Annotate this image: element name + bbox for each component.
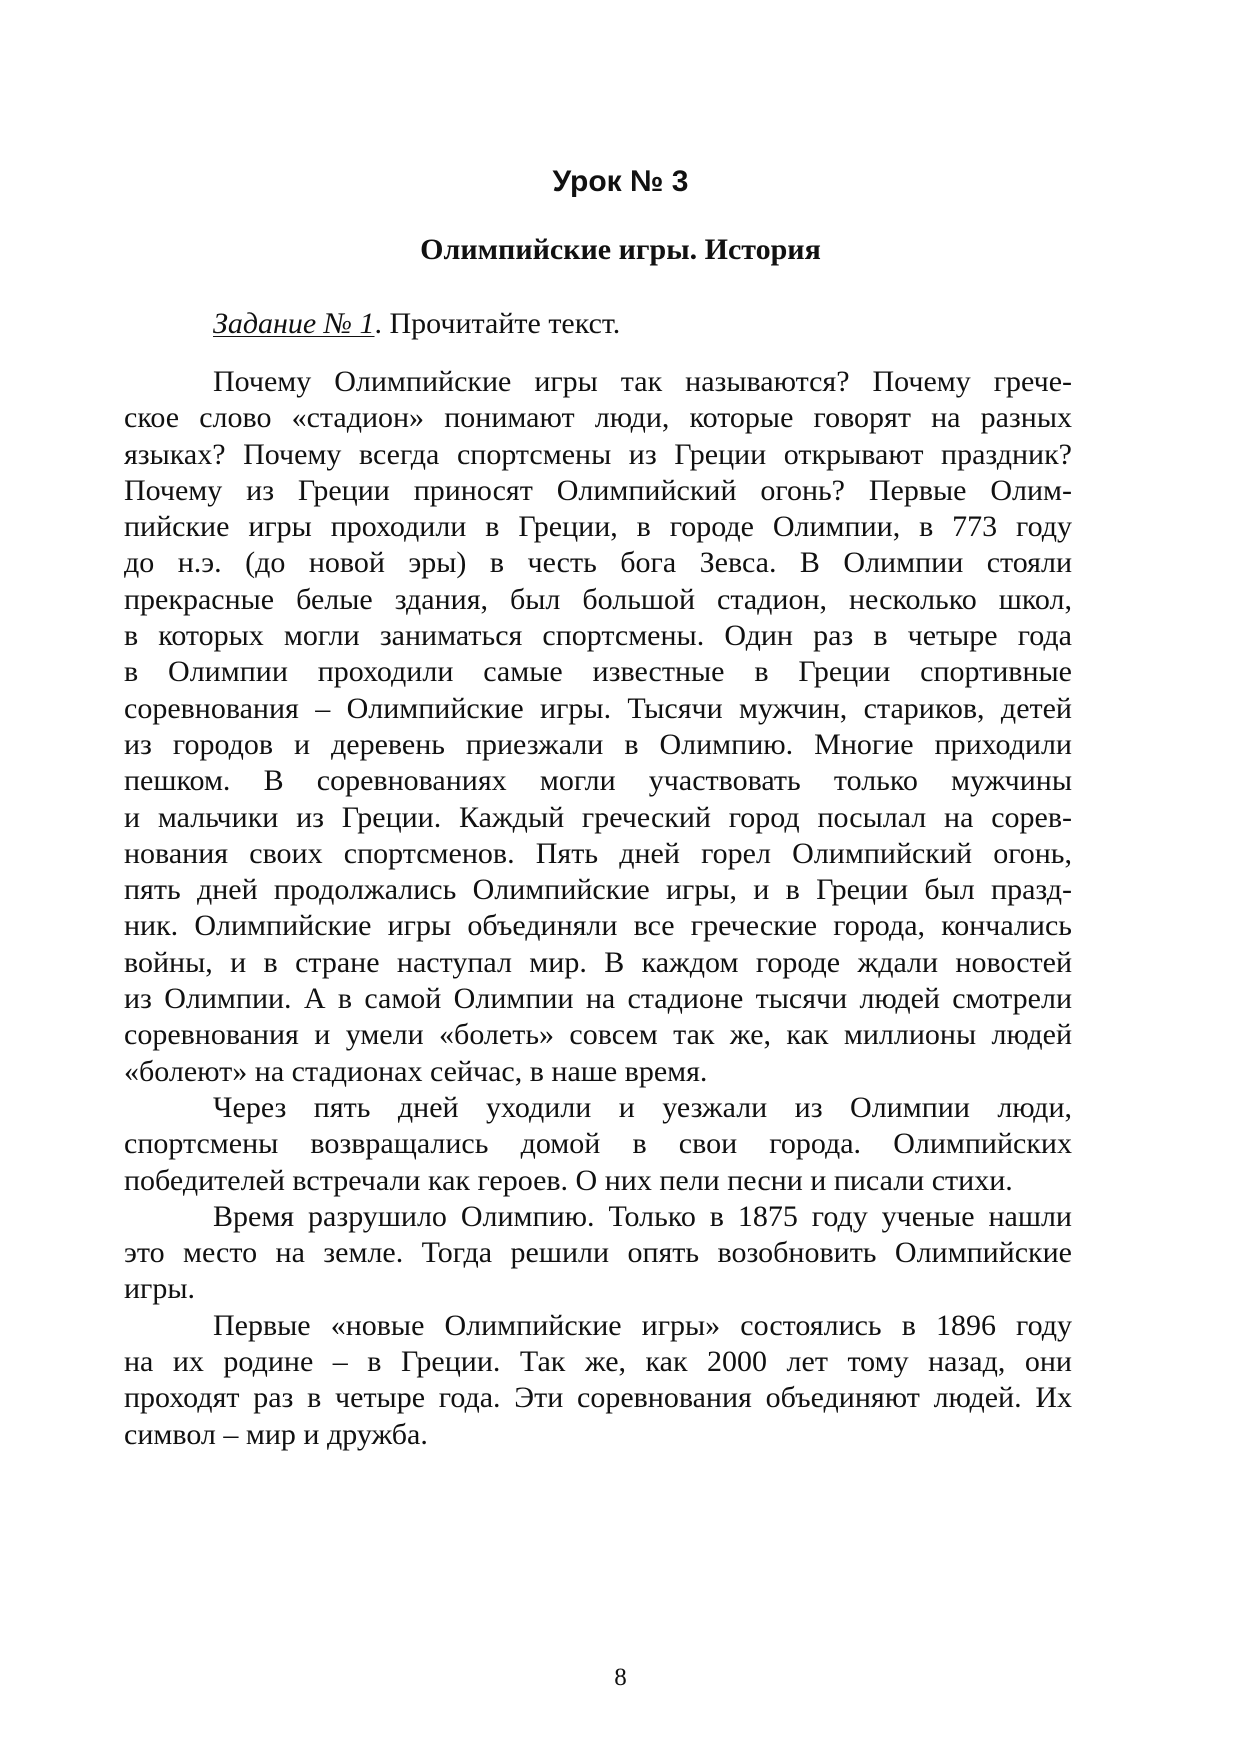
paragraph-3 — [124, 1199, 1072, 1308]
text-line: из городов и деревень приезжали в Олимпию. Многие приходили — [124, 727, 1072, 761]
text-line: Через пять дней уходили и уезжали из Олимпии люди, — [213, 1090, 1072, 1124]
paragraph-4 — [124, 1308, 1072, 1453]
text-line: прекрасные белые здания, был большой стадион, несколько школ, — [124, 582, 1072, 616]
text-line: до н.э. (до новой эры) в честь бога Зевса. В Олимпии стояли — [124, 546, 1072, 580]
text-line: игры. — [124, 1272, 196, 1306]
text-line: и мальчики из Греции. Каждый греческий город посылал на сорев- — [124, 800, 1072, 834]
task-label: Задание № 1 — [213, 307, 375, 340]
text-line: языках? Почему всегда спортсмены из Греции открывают праздник? — [124, 437, 1072, 471]
text-line: победителей встречали как героев. О них пели песни и писали стихи. — [124, 1163, 1013, 1197]
paragraph-2 — [124, 1090, 1072, 1199]
text-line: Первые «новые Олимпийские игры» состоялись в 1896 году — [213, 1308, 1072, 1342]
task-text: . Прочитайте текст. — [374, 307, 621, 340]
text-line: Почему из Греции приносят Олимпийский огонь? Первые Олим- — [124, 473, 1072, 507]
lesson-title: Урок № 3 — [552, 165, 689, 198]
task-instruction — [213, 304, 620, 344]
page-number: 8 — [614, 1664, 627, 1691]
text-line: символ – мир и дружба. — [124, 1417, 428, 1451]
text-line: ник. Олимпийские игры объединяли все греческие города, кончались — [124, 909, 1072, 943]
text-line: нования своих спортсменов. Пять дней горел Олимпийский огонь, — [124, 836, 1072, 870]
text-line: это место на земле. Тогда решили опять возобновить Олимпийские — [124, 1236, 1072, 1270]
topic-title: Олимпийские игры. История — [420, 233, 821, 266]
text-line: соревнования и умели «болеть» совсем так же, как миллионы людей — [124, 1018, 1072, 1052]
text-line: Время разрушило Олимпию. Только в 1875 году ученые нашли — [213, 1199, 1072, 1233]
text-line: пийские игры проходили в Греции, в городе Олимпии, в 773 году — [124, 510, 1072, 544]
text-line: спортсмены возвращались домой в свои города. Олимпийских — [124, 1127, 1072, 1161]
text-line: «болеют» на стадионах сейчас, в наше время. — [124, 1054, 708, 1088]
text-line: в Олимпии проходили самые известные в Греции спортивные — [124, 655, 1072, 689]
text-line: на их родине – в Греции. Так же, как 2000 лет тому назад, они — [124, 1345, 1072, 1379]
text-line: из Олимпии. А в самой Олимпии на стадионе тысячи людей смотрели — [124, 982, 1072, 1016]
text-line: пять дней продолжались Олимпийские игры, и в Греции был празд- — [124, 873, 1072, 907]
text-line: пешком. В соревнованиях могли участвовать только мужчины — [124, 764, 1072, 798]
text-line: соревнования – Олимпийские игры. Тысячи мужчин, стариков, детей — [124, 691, 1072, 725]
text-line: в которых могли заниматься спортсмены. Один раз в четыре года — [124, 619, 1072, 653]
text-line: Почему Олимпийские игры так называются? Почему грече- — [213, 365, 1072, 398]
text-line: войны, и в стране наступал мир. В каждом городе ждали новостей — [124, 945, 1072, 979]
text-line: ское слово «стадион» понимают люди, которые говорят на разных — [124, 401, 1072, 435]
reading-text — [124, 364, 1072, 1453]
paragraph-1 — [124, 364, 1072, 1090]
text-line: проходят раз в четыре года. Эти соревнования объединяют людей. Их — [124, 1381, 1072, 1415]
